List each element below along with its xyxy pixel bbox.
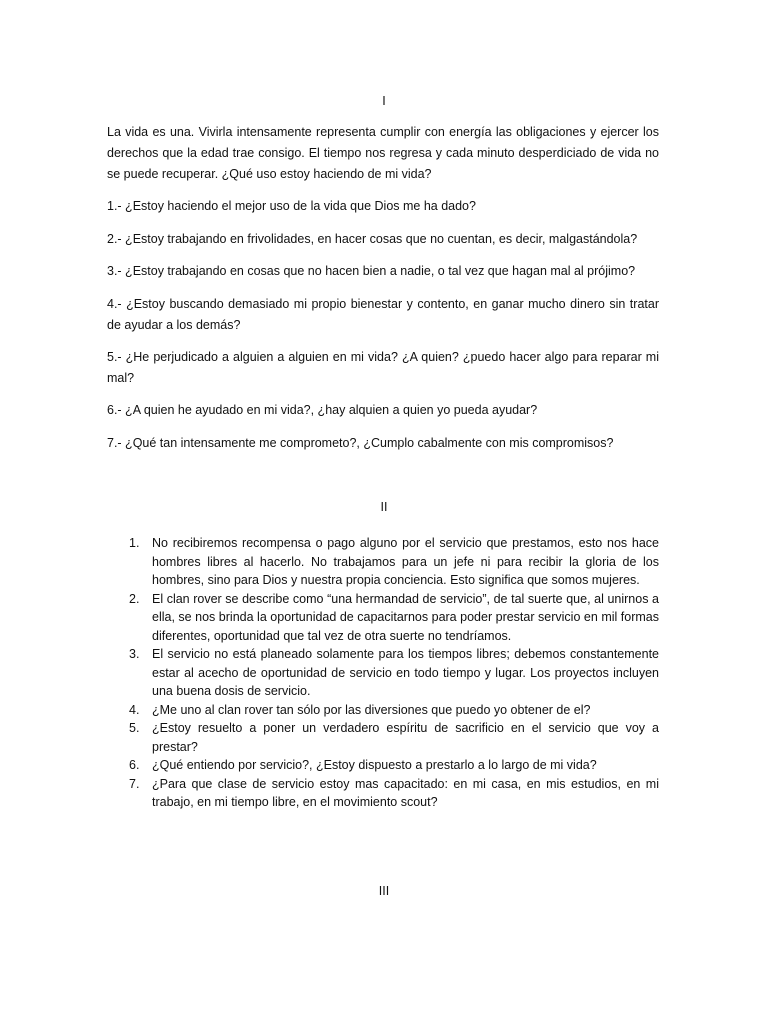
list-item	[107, 775, 659, 812]
question-1: 1.- ¿Estoy haciendo el mejor uso de la vida que Dios me ha dado?	[107, 199, 476, 213]
intro-paragraph: La vida es una. Vivirla intensamente representa cumplir con energía las obligaciones y ejercer los derechos que la edad trae consigo. El tiempo nos regresa y cada minuto desperdiciado de vida no se puede recuperar. ¿Qué uso estoy haciendo de mi vida?	[107, 125, 659, 181]
list-number: 4.	[129, 702, 140, 717]
list-item	[107, 534, 659, 590]
question-7: 7.- ¿Qué tan intensamente me comprometo?, ¿Cumplo cabalmente con mis compromisos?	[107, 436, 614, 450]
question-5: 5.- ¿He perjudicado a alguien a alguien en mi vida? ¿A quien? ¿puedo hacer algo para reparar mi mal?	[107, 350, 659, 385]
list-text: ¿Estoy resuelto a poner un verdadero espíritu de sacrificio en el servicio que voy a prestar?	[152, 721, 659, 754]
list-number: 1.	[129, 536, 140, 550]
list-number: 5.	[129, 721, 140, 735]
list-number: 6.	[129, 758, 140, 772]
list-text: ¿Qué entiendo por servicio?, ¿Estoy dispuesto a prestarlo a lo largo de mi vida?	[152, 758, 597, 772]
section-heading-3: III	[378, 884, 390, 898]
question-4: 4.- ¿Estoy buscando demasiado mi propio bienestar y contento, en ganar mucho dinero sin tratar de ayudar a los demás?	[107, 297, 659, 332]
list-text: ¿Para que clase de servicio estoy mas capacitado: en mi casa, en mis estudios, en mi trabajo, en mi tiempo libre, en el movimiento scout?	[152, 776, 659, 809]
section-heading-2: II	[380, 500, 388, 514]
question-2: 2.- ¿Estoy trabajando en frivolidades, en hacer cosas que no cuentan, es decir, malgastándola?	[107, 232, 638, 246]
list-text: No recibiremos recompensa o pago alguno por el servicio que prestamos, esto nos hace hombres libres al hacerlo. No trabajamos para un jefe ni para recibir la gloria de los hombres, sino para Dios y nuestra propia conciencia. Esto significa que somos mujeres.	[152, 536, 659, 587]
list-text: ¿Me uno al clan rover tan sólo por las diversiones que puedo yo obtener de el?	[152, 702, 591, 717]
question-6: 6.- ¿A quien he ayudado en mi vida?, ¿hay alquien a quien yo pueda ayudar?	[107, 403, 538, 417]
list-item	[107, 756, 659, 775]
service-list	[107, 534, 659, 812]
list-item	[107, 645, 659, 701]
list-number: 7.	[129, 776, 140, 791]
section-heading-1: I	[382, 94, 386, 108]
list-item	[107, 701, 659, 720]
list-text: El servicio no está planeado solamente para los tiempos libres; debemos constantemente estar al acecho de oportunidad de servicio en todo tiempo y lugar. Los proyectos incluyen una buena dosis de servicio.	[152, 647, 659, 698]
list-item	[107, 590, 659, 646]
list-number: 2.	[129, 591, 140, 606]
list-text: El clan rover se describe como “una hermandad de servicio”, de tal suerte que, al unirnos a ella, se nos brinda la oportunidad de capacitarnos para poder prestar servicio en mil formas diferentes, oportunidad que tal vez de otra suerte no tendríamos.	[152, 591, 659, 643]
question-3: 3.- ¿Estoy trabajando en cosas que no hacen bien a nadie, o tal vez que hagan mal al prójimo?	[107, 264, 636, 278]
list-number: 3.	[129, 647, 140, 661]
list-item	[107, 719, 659, 756]
